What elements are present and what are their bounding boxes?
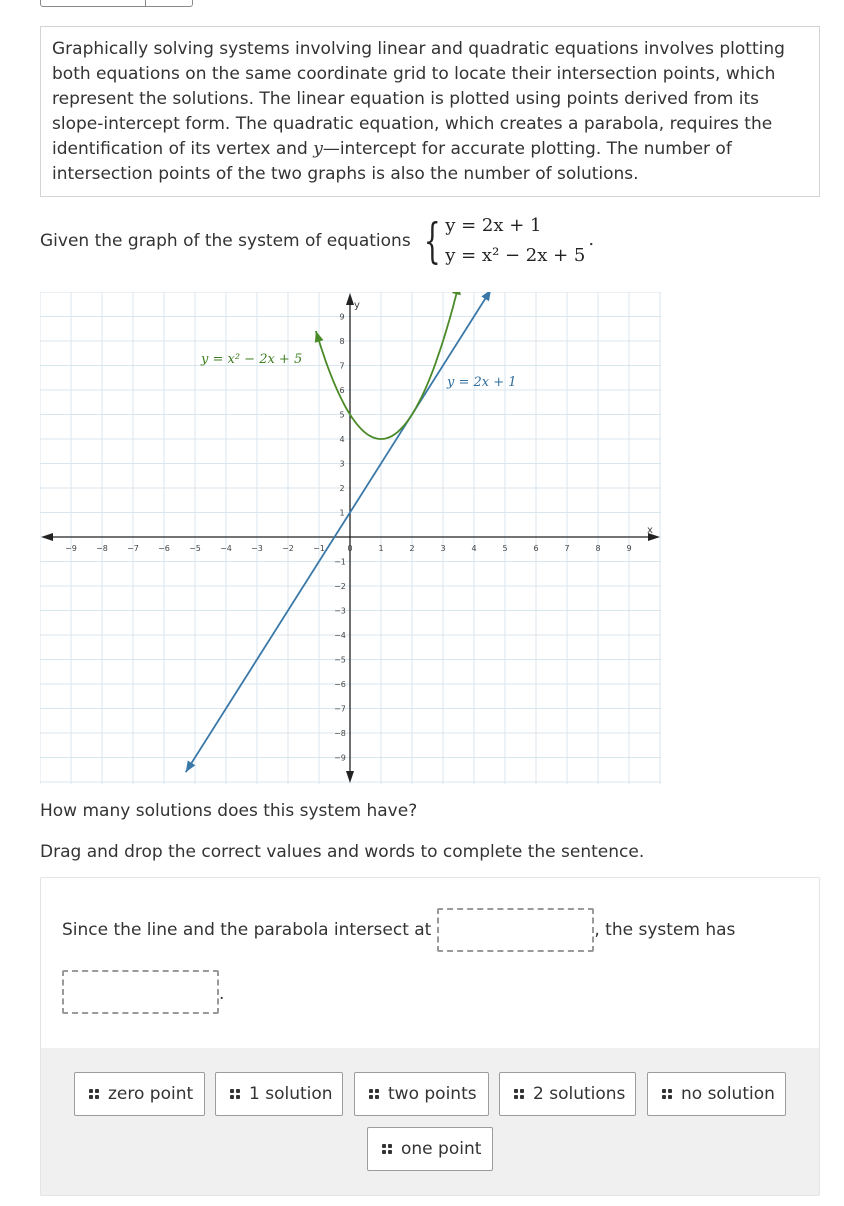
drag-handle-icon — [662, 1089, 672, 1099]
y-tick-label: 9 — [339, 312, 345, 322]
x-tick-label: 6 — [533, 544, 539, 553]
x-tick-label: −5 — [189, 544, 201, 553]
sentence-line-1 — [62, 908, 735, 952]
choice-label: two points — [388, 1084, 477, 1104]
given-lead: Given the graph of the system of equations — [40, 231, 411, 251]
choice-label: 1 solution — [249, 1084, 333, 1104]
given-system — [40, 211, 594, 271]
top-tab-strip — [40, 0, 193, 7]
intro-text-b: —intercept for accurate plotting. The number of intersection points of the two graphs is also the number of solutions. — [52, 139, 732, 184]
y-tick-label: −4 — [334, 631, 346, 640]
line-label: y = 2x + 1 — [447, 375, 517, 390]
parabola-label: y = x² − 2x + 5 — [201, 352, 303, 367]
x-tick-label: 8 — [595, 544, 601, 553]
drag-handle-icon — [369, 1089, 379, 1099]
drop-zone-1[interactable] — [437, 908, 594, 952]
x-tick-label: 7 — [564, 544, 570, 553]
x-tick-label: −4 — [220, 544, 232, 553]
coordinate-graph — [40, 292, 661, 784]
intro-var-y: y — [313, 139, 323, 159]
x-axis-label: x — [647, 525, 653, 536]
sentence-part-2: , the system has — [594, 920, 736, 940]
choice-one-point[interactable] — [367, 1127, 493, 1171]
y-tick-label: −8 — [334, 729, 346, 738]
drag-handle-icon — [89, 1089, 99, 1099]
x-axis-arrow-left — [41, 533, 53, 541]
y-axis-arrow-up — [346, 293, 354, 305]
y-axis-label: y — [354, 300, 360, 311]
system-period: . — [588, 229, 595, 250]
y-tick-label: −7 — [334, 704, 346, 714]
y-tick-label: 8 — [339, 337, 345, 346]
x-tick-label: 1 — [378, 544, 384, 553]
sentence-part-1: Since the line and the parabola intersect at — [62, 920, 432, 940]
y-tick-label: 6 — [339, 386, 345, 395]
x-tick-label: 5 — [502, 544, 508, 553]
drop-zone-2[interactable] — [62, 970, 219, 1014]
y-tick-label: −6 — [334, 680, 346, 689]
y-tick-label: −1 — [334, 557, 346, 567]
y-tick-label: −3 — [334, 606, 346, 616]
x-tick-label: 3 — [440, 544, 446, 553]
x-tick-label: −3 — [251, 544, 263, 553]
choice-two-points[interactable] — [354, 1072, 489, 1116]
question-text: How many solutions does this system have? — [40, 801, 418, 821]
sentence-line-2 — [62, 970, 224, 1014]
choice-label: 2 solutions — [533, 1084, 626, 1104]
line-arrow-top — [481, 292, 491, 301]
top-tab-2[interactable] — [146, 0, 192, 6]
y-axis-arrow-down — [346, 771, 354, 783]
equation-linear: y = 2x + 1 — [445, 215, 542, 236]
y-tick-label: −9 — [334, 753, 346, 763]
y-tick-label: −2 — [334, 582, 346, 591]
y-tick-label: 1 — [339, 508, 345, 518]
choice-1-solution[interactable] — [215, 1072, 343, 1116]
choice-label: one point — [401, 1139, 482, 1159]
x-tick-label: 2 — [409, 544, 415, 553]
choice-no-solution[interactable] — [647, 1072, 786, 1116]
choice-label: zero point — [108, 1084, 194, 1104]
drag-handle-icon — [514, 1089, 524, 1099]
equation-quadratic: y = x² − 2x + 5 — [445, 245, 586, 266]
left-brace: { — [423, 213, 441, 269]
x-tick-label: −6 — [158, 544, 170, 553]
x-tick-label: −7 — [127, 544, 139, 553]
y-tick-label: −5 — [334, 655, 346, 665]
intro-paragraph — [40, 26, 820, 197]
choice-zero-point[interactable] — [74, 1072, 205, 1116]
choice-label: no solution — [681, 1084, 775, 1104]
x-tick-label: −1 — [313, 544, 325, 553]
choice-2-solutions[interactable] — [499, 1072, 636, 1116]
y-tick-label: 7 — [339, 361, 345, 371]
equation-system — [417, 211, 594, 271]
sentence-part-3: . — [219, 984, 225, 1004]
x-tick-label: −8 — [96, 544, 108, 553]
x-tick-label: −2 — [282, 544, 294, 553]
y-tick-label: 4 — [339, 435, 345, 444]
top-tab-1[interactable] — [41, 0, 146, 6]
instruction-text: Drag and drop the correct values and words to complete the sentence. — [40, 842, 645, 862]
x-tick-label: −9 — [65, 544, 77, 553]
y-tick-label: 3 — [339, 459, 345, 469]
drag-handle-icon — [230, 1089, 240, 1099]
y-tick-label: 5 — [339, 410, 345, 420]
x-tick-label: 9 — [626, 544, 632, 553]
x-tick-label: 4 — [471, 544, 477, 553]
line-arrow-bottom — [186, 760, 196, 772]
x-tick-label: 0 — [347, 544, 353, 553]
drag-handle-icon — [382, 1144, 392, 1154]
answer-bank — [41, 1048, 819, 1195]
intro-text-a: Graphically solving systems involving linear and quadratic equations involves plotting both equations on the same coordinate grid to locate their intersection points, which represent the solutions. The linear equation is plotted using points derived from its slope-intercept form. The quadratic equation, which creates a parabola, requires the identification of its vertex and — [52, 39, 785, 159]
y-tick-label: 2 — [339, 484, 345, 493]
